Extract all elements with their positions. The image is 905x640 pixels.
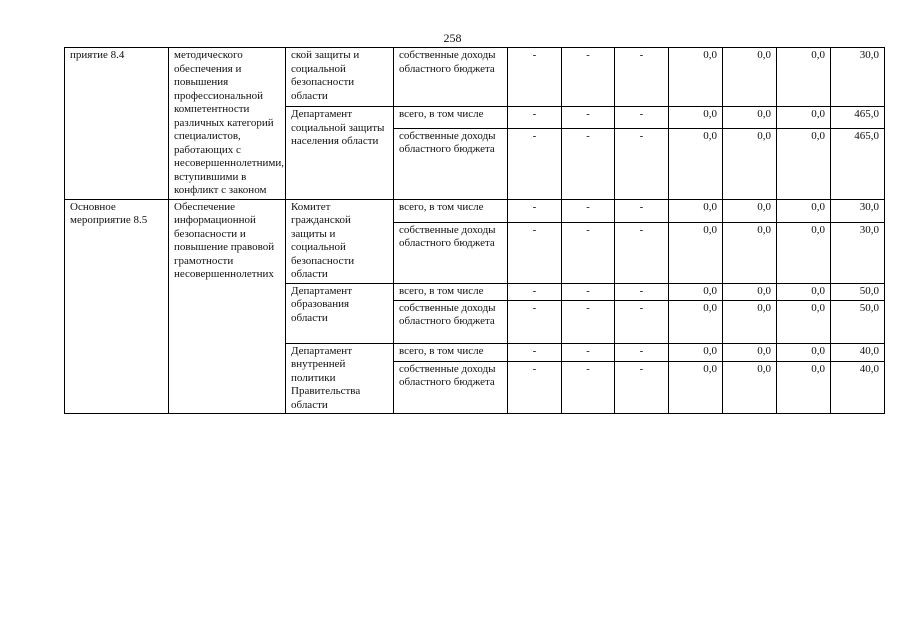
value-cell: -: [562, 48, 615, 107]
value-cell: -: [562, 361, 615, 413]
value-cell: 0,0: [723, 48, 777, 107]
value-cell: 0,0: [723, 107, 777, 129]
value-cell: 0,0: [777, 128, 831, 199]
value-cell: -: [615, 222, 669, 283]
source-cell: всего, в том числе: [394, 283, 508, 300]
value-cell: 0,0: [777, 283, 831, 300]
event-cell: приятие 8.4: [65, 48, 169, 200]
value-cell: 0,0: [669, 48, 723, 107]
value-cell: -: [508, 107, 562, 129]
source-cell: всего, в том числе: [394, 107, 508, 129]
table-row: [65, 48, 885, 107]
value-cell: 0,0: [669, 222, 723, 283]
source-cell: всего, в том числе: [394, 343, 508, 361]
value-cell: -: [508, 361, 562, 413]
value-cell: 0,0: [777, 222, 831, 283]
value-cell: -: [508, 300, 562, 343]
value-cell: 0,0: [669, 199, 723, 222]
value-cell: 0,0: [669, 128, 723, 199]
value-cell: -: [615, 343, 669, 361]
value-cell: -: [508, 128, 562, 199]
value-cell: -: [562, 283, 615, 300]
value-cell: 0,0: [777, 199, 831, 222]
executor-cell: Департамент образования области: [286, 283, 394, 343]
budget-table: [64, 47, 885, 414]
value-cell: -: [615, 300, 669, 343]
source-cell: собственные доходы областного бюджета: [394, 48, 508, 107]
value-cell: 30,0: [831, 222, 885, 283]
value-cell: -: [562, 343, 615, 361]
value-cell: 0,0: [669, 107, 723, 129]
value-cell: 0,0: [723, 361, 777, 413]
value-cell: 0,0: [777, 361, 831, 413]
source-cell: собственные доходы областного бюджета: [394, 361, 508, 413]
executor-cell: Департамент социальной защиты населения области: [286, 107, 394, 200]
value-cell: -: [615, 107, 669, 129]
source-cell: собственные доходы областного бюджета: [394, 128, 508, 199]
value-cell: -: [562, 300, 615, 343]
value-cell: 0,0: [723, 199, 777, 222]
description-cell: методического обеспечения и повышения профессиональной компетентности различных категорий специалистов, работающих с несовершеннолетними, вступившими в конфликт с законом: [169, 48, 286, 200]
value-cell: -: [615, 48, 669, 107]
event-cell: Основное мероприятие 8.5: [65, 199, 169, 414]
value-cell: -: [562, 199, 615, 222]
value-cell: 0,0: [669, 300, 723, 343]
value-cell: 0,0: [723, 222, 777, 283]
value-cell: -: [508, 48, 562, 107]
value-cell: 465,0: [831, 128, 885, 199]
value-cell: 0,0: [777, 343, 831, 361]
value-cell: -: [562, 107, 615, 129]
value-cell: 40,0: [831, 343, 885, 361]
value-cell: 0,0: [669, 343, 723, 361]
value-cell: -: [508, 283, 562, 300]
value-cell: 40,0: [831, 361, 885, 413]
source-cell: собственные доходы областного бюджета: [394, 300, 508, 343]
value-cell: -: [508, 199, 562, 222]
value-cell: -: [615, 128, 669, 199]
value-cell: -: [615, 283, 669, 300]
value-cell: 50,0: [831, 300, 885, 343]
value-cell: 30,0: [831, 199, 885, 222]
value-cell: 0,0: [723, 300, 777, 343]
value-cell: -: [615, 199, 669, 222]
value-cell: 0,0: [723, 343, 777, 361]
description-cell: Обеспечение информационной безопасности и повышение правовой грамотности несовершеннолетних: [169, 199, 286, 414]
value-cell: 0,0: [777, 107, 831, 129]
value-cell: -: [508, 343, 562, 361]
value-cell: 465,0: [831, 107, 885, 129]
source-cell: собственные доходы областного бюджета: [394, 222, 508, 283]
value-cell: 0,0: [669, 283, 723, 300]
value-cell: -: [508, 222, 562, 283]
value-cell: 30,0: [831, 48, 885, 107]
value-cell: 0,0: [669, 361, 723, 413]
value-cell: -: [615, 361, 669, 413]
value-cell: -: [562, 222, 615, 283]
page-number: 258: [443, 31, 462, 45]
source-cell: всего, в том числе: [394, 199, 508, 222]
executor-cell: Департамент внутренней политики Правительства области: [286, 343, 394, 414]
value-cell: 0,0: [777, 48, 831, 107]
value-cell: 0,0: [777, 300, 831, 343]
value-cell: 0,0: [723, 283, 777, 300]
value-cell: -: [562, 128, 615, 199]
table-row: [65, 199, 885, 222]
value-cell: 0,0: [723, 128, 777, 199]
executor-cell: Комитет гражданской защиты и социальной безопасности области: [286, 199, 394, 283]
value-cell: 50,0: [831, 283, 885, 300]
executor-cell: ской защиты и социальной безопасности области: [286, 48, 394, 107]
